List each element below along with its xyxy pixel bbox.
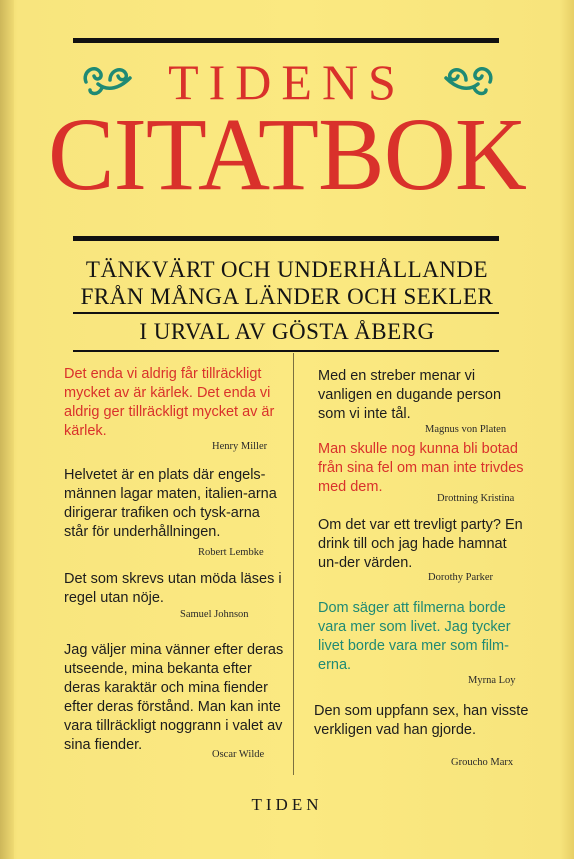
quote-author: Henry Miller	[212, 441, 268, 452]
quotes-top-rule	[73, 350, 499, 352]
quote-text: Med en streber menar vi vanligen en dugande person som vi inte tål.	[318, 368, 502, 422]
quote-author: Samuel Johnson	[180, 609, 249, 620]
quote-author: Myrna Loy	[468, 675, 516, 686]
quote-text: Helvetet är en plats där engels-männen lagar maten, italien-arna dirigerar trafiken och tysk-arna står för underhållningen.	[64, 467, 277, 540]
quote-text: Den som uppfann sex, han visste verkligen vad han gjorde.	[314, 703, 529, 738]
quote-author: Oscar Wilde	[212, 749, 265, 760]
subtitle-line-2: FRÅN MÅNGA LÄNDER OCH SEKLER	[80, 284, 494, 309]
quote-text: Dom säger att filmerna borde vara mer som livet. Jag tycker livet borde vara mer som film-erna.	[318, 600, 511, 673]
quote-author: Groucho Marx	[451, 757, 514, 768]
title-top: TIDENS	[168, 54, 406, 110]
quote-author: Magnus von Platen	[425, 424, 507, 435]
column-divider	[293, 353, 294, 775]
quote-author: Drottning Kristina	[437, 493, 515, 504]
title-main: CITATBOK	[48, 97, 526, 212]
quote-text: Man skulle nog kunna bli botad från sina fel om man inte trivdes med dem.	[318, 441, 524, 495]
title-divider-rule	[73, 236, 499, 241]
quote-text: Jag väljer mina vänner efter deras utseende, mina bekanta efter deras karaktär och mina fiender efter deras förstånd. Man kan inte vara tillräckligt noggrann i valet av sina fiender.	[64, 642, 284, 753]
quote-author: Robert Lembke	[198, 547, 264, 558]
subtitle-divider-rule	[73, 312, 499, 314]
editor-line: I URVAL AV GÖSTA ÅBERG	[139, 319, 435, 344]
quote-text: Det som skrevs utan möda läses i regel utan nöje.	[64, 571, 282, 606]
publisher-name: TIDEN	[251, 795, 323, 814]
subtitle-line-1: TÄNKVÄRT OCH UNDERHÅLLANDE	[85, 257, 489, 282]
quote-text: Om det var ett trevligt party? En drink till och jag hade hamnat un-der värden.	[318, 517, 523, 571]
quote-author: Dorothy Parker	[428, 572, 494, 583]
top-rule	[73, 38, 499, 43]
quote-text: Det enda vi aldrig får tillräckligt mycket av är kärlek. Det enda vi aldrig ger tillräckligt mycket av är kärlek.	[64, 366, 275, 439]
